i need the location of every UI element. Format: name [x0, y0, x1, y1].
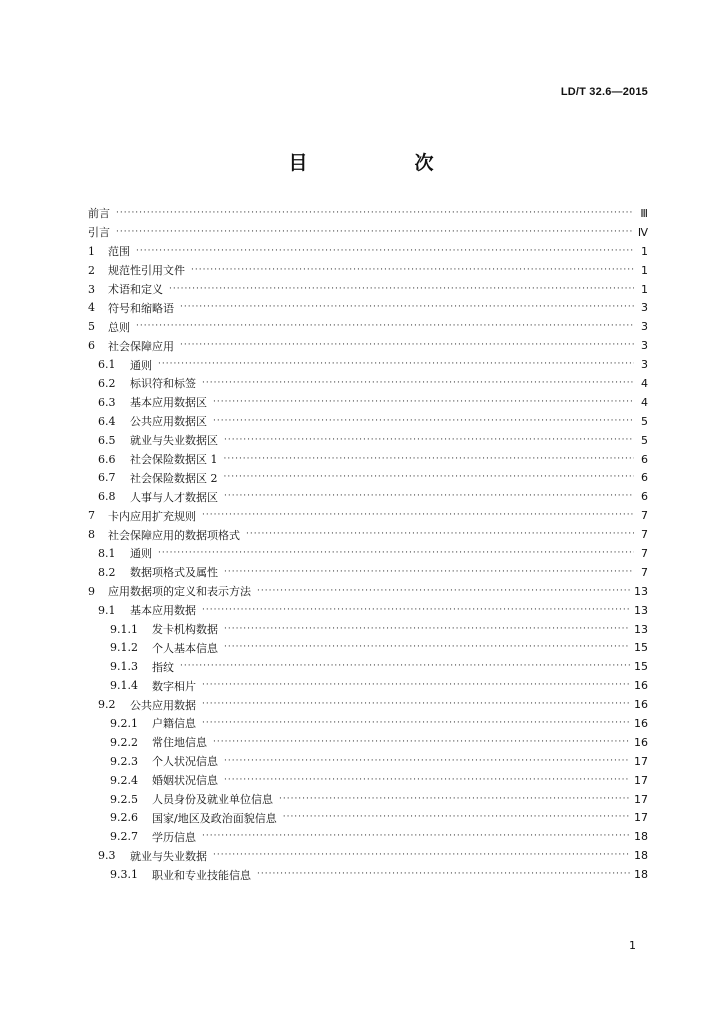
toc-entry-title: 就业与失业数据区 — [130, 434, 218, 448]
toc-entry-page: 16 — [634, 716, 648, 730]
toc-entry-number: 9.2 — [98, 698, 116, 712]
toc-entry-page: 13 — [634, 622, 648, 636]
toc-entry-title: 个人状况信息 — [152, 755, 218, 769]
toc-entry-page: 1 — [641, 244, 648, 258]
toc-entry-page: 7 — [641, 509, 648, 523]
toc-entry-title: 社会保险数据区 2 — [130, 471, 218, 485]
table-of-contents — [88, 204, 648, 884]
toc-entry-number: 6.4 — [98, 414, 116, 428]
toc-entry-page: 7 — [641, 565, 648, 579]
toc-entry-page: Ⅳ — [637, 225, 648, 239]
toc-entry-page: 5 — [641, 414, 648, 428]
toc-entry-page: 17 — [634, 773, 648, 787]
toc-leader-dots — [224, 455, 635, 464]
toc-entry-number: 9.2.1 — [110, 716, 138, 730]
toc-leader-dots — [224, 625, 630, 634]
toc-leader-dots — [158, 549, 634, 558]
toc-leader-dots — [224, 776, 630, 785]
toc-leader-dots — [283, 813, 630, 822]
toc-entry-number: 9.2.6 — [110, 811, 138, 825]
toc-leader-dots — [213, 851, 630, 860]
toc-leader-dots — [136, 322, 634, 331]
toc-entry-title: 术语和定义 — [108, 283, 163, 296]
toc-entry-title: 社会保险数据区 1 — [130, 453, 218, 467]
toc-entry[interactable] — [88, 525, 648, 544]
toc-entry-page: 17 — [634, 754, 648, 768]
toc-entry[interactable] — [88, 638, 648, 657]
toc-entry-title: 卡内应用扩充规则 — [108, 509, 196, 523]
toc-leader-dots — [224, 492, 634, 501]
toc-entry-title: 婚姻状况信息 — [152, 774, 218, 788]
toc-entry[interactable] — [88, 298, 648, 317]
toc-entry[interactable] — [88, 506, 648, 525]
toc-entry[interactable] — [88, 790, 648, 809]
toc-leader-dots — [202, 681, 630, 690]
toc-entry[interactable] — [88, 676, 648, 695]
toc-entry-title: 社会保障应用的数据项格式 — [108, 528, 240, 542]
toc-entry-page: 6 — [641, 452, 648, 466]
toc-leader-dots — [213, 398, 634, 407]
toc-entry-page: 7 — [641, 528, 648, 542]
toc-entry-page: 16 — [634, 698, 648, 712]
toc-leader-dots — [136, 247, 634, 256]
toc-leader-dots — [202, 700, 630, 709]
toc-entry-number: 6.3 — [98, 395, 116, 409]
toc-entry[interactable] — [88, 317, 648, 336]
toc-leader-dots — [180, 341, 634, 350]
toc-leader-dots — [202, 511, 634, 520]
toc-leader-dots — [213, 417, 634, 426]
toc-entry[interactable] — [88, 544, 648, 563]
toc-entry[interactable] — [88, 242, 648, 261]
toc-entry-title: 应用数据项的定义和表示方法 — [108, 585, 251, 599]
toc-entry-title: 发卡机构数据 — [152, 623, 218, 637]
toc-entry[interactable] — [88, 336, 648, 355]
toc-entry-title: 职业和专业技能信息 — [152, 868, 251, 882]
toc-entry-number: 3 — [88, 282, 95, 296]
toc-entry-number: 6.8 — [98, 490, 116, 504]
toc-entry-title: 符号和缩略语 — [108, 301, 174, 315]
toc-leader-dots — [224, 568, 634, 577]
toc-entry-title: 数据项格式及属性 — [130, 566, 218, 580]
page-title: 目 次 — [288, 152, 478, 174]
toc-entry-title: 学历信息 — [152, 830, 196, 844]
toc-entry-page: 4 — [641, 376, 648, 390]
toc-entry-number: 7 — [88, 509, 95, 523]
toc-entry-title: 社会保障应用 — [108, 339, 174, 353]
toc-entry[interactable] — [88, 620, 648, 639]
standard-code: LD/T 32.6—2015 — [560, 86, 648, 98]
toc-entry-title: 数字相片 — [152, 679, 196, 693]
toc-entry-page: 5 — [641, 433, 648, 447]
toc-entry-page: 1 — [641, 263, 648, 277]
toc-entry-page: 4 — [641, 395, 648, 409]
toc-entry-page: 18 — [634, 830, 648, 844]
toc-entry[interactable] — [88, 865, 648, 884]
toc-entry-title: 国家/地区及政治面貌信息 — [152, 811, 277, 825]
page-number: 1 — [629, 939, 636, 952]
toc-leader-dots — [257, 587, 630, 596]
toc-entry[interactable] — [88, 355, 648, 374]
toc-leader-dots — [279, 795, 630, 804]
toc-entry-number: 9.3.1 — [110, 868, 138, 882]
toc-entry-number: 9.2.2 — [110, 735, 138, 749]
toc-entry-title: 就业与失业数据 — [130, 849, 207, 863]
toc-entry-number: 9.2.5 — [110, 792, 138, 806]
toc-entry-number: 9.1.1 — [110, 622, 138, 636]
toc-entry-page: 17 — [634, 792, 648, 806]
toc-entry-title: 常住地信息 — [152, 736, 207, 750]
toc-entry-number: 9.1 — [98, 603, 116, 617]
toc-entry-number: 9.3 — [98, 849, 116, 863]
toc-entry[interactable] — [88, 261, 648, 280]
toc-entry-page: Ⅲ — [640, 206, 648, 220]
toc-entry-title: 公共应用数据区 — [130, 415, 207, 429]
toc-entry-number: 8.1 — [98, 546, 116, 560]
toc-leader-dots — [246, 530, 634, 539]
toc-entry-number: 2 — [88, 263, 95, 277]
toc-entry-number: 6.5 — [98, 433, 116, 447]
toc-leader-dots — [202, 719, 630, 728]
toc-entry[interactable] — [88, 280, 648, 299]
toc-entry-page: 18 — [634, 868, 648, 882]
toc-entry[interactable] — [88, 809, 648, 828]
toc-entry-number: 9.1.4 — [110, 679, 138, 693]
toc-entry-title: 通则 — [130, 547, 152, 561]
toc-entry-page: 13 — [634, 603, 648, 617]
toc-entry-page: 6 — [641, 490, 648, 504]
toc-entry[interactable] — [88, 601, 648, 620]
toc-entry-page: 1 — [641, 282, 648, 296]
toc-entry-title: 户籍信息 — [152, 717, 196, 731]
toc-entry[interactable] — [88, 582, 648, 601]
toc-entry[interactable] — [88, 752, 648, 771]
toc-entry-title: 个人基本信息 — [152, 641, 218, 655]
toc-entry-number: 9.1.2 — [110, 641, 138, 655]
toc-entry-title: 引言 — [88, 226, 110, 240]
toc-entry-number: 9 — [88, 584, 95, 598]
toc-entry[interactable] — [88, 714, 648, 733]
toc-leader-dots — [224, 473, 635, 482]
toc-entry-number: 6.1 — [98, 358, 116, 372]
toc-entry-page: 3 — [641, 301, 648, 315]
toc-entry-page: 16 — [634, 679, 648, 693]
toc-entry-page: 3 — [641, 358, 648, 372]
toc-entry-number: 9.2.3 — [110, 754, 138, 768]
toc-entry-page: 15 — [634, 641, 648, 655]
toc-leader-dots — [116, 209, 634, 218]
toc-entry[interactable] — [88, 412, 648, 431]
toc-entry-title: 公共应用数据 — [130, 698, 196, 712]
toc-leader-dots — [224, 436, 634, 445]
toc-entry-title: 标识符和标签 — [130, 377, 196, 391]
toc-entry[interactable] — [88, 563, 648, 582]
toc-entry-number: 9.2.7 — [110, 830, 138, 844]
toc-entry-number: 6.7 — [98, 471, 116, 485]
toc-entry[interactable] — [88, 846, 648, 865]
toc-entry-number: 6.2 — [98, 376, 116, 390]
toc-entry-number: 4 — [88, 301, 95, 315]
toc-entry-title: 指纹 — [152, 660, 174, 674]
toc-entry-page: 13 — [634, 584, 648, 598]
toc-leader-dots — [202, 832, 630, 841]
toc-entry-page: 15 — [634, 660, 648, 674]
toc-leader-dots — [224, 643, 630, 652]
toc-entry-number: 6.6 — [98, 452, 116, 466]
toc-leader-dots — [202, 606, 630, 615]
toc-entry[interactable] — [88, 431, 648, 450]
toc-entry-title: 人员身份及就业单位信息 — [152, 793, 273, 807]
toc-entry-number: 8.2 — [98, 565, 116, 579]
toc-entry-number: 8 — [88, 528, 95, 542]
toc-entry-title: 通则 — [130, 358, 152, 372]
toc-entry-title: 前言 — [88, 207, 110, 221]
toc-entry[interactable] — [88, 468, 648, 487]
toc-leader-dots — [180, 303, 634, 312]
toc-entry[interactable] — [88, 657, 648, 676]
toc-entry[interactable] — [88, 487, 648, 506]
toc-entry[interactable] — [88, 733, 648, 752]
toc-entry[interactable] — [88, 695, 648, 714]
toc-entry-number: 5 — [88, 320, 95, 334]
toc-entry-number: 9.1.3 — [110, 660, 138, 674]
toc-leader-dots — [191, 266, 634, 275]
toc-entry-title: 基本应用数据区 — [130, 396, 207, 410]
toc-entry[interactable] — [88, 374, 648, 393]
toc-entry-page: 3 — [641, 320, 648, 334]
toc-leader-dots — [180, 662, 630, 671]
toc-entry-number: 9.2.4 — [110, 773, 138, 787]
toc-leader-dots — [224, 757, 630, 766]
toc-entry[interactable] — [88, 827, 648, 846]
toc-entry-page: 16 — [634, 735, 648, 749]
toc-entry[interactable] — [88, 450, 648, 469]
toc-entry-page: 3 — [641, 339, 648, 353]
toc-leader-dots — [213, 738, 630, 747]
toc-leader-dots — [116, 228, 634, 237]
toc-leader-dots — [257, 870, 630, 879]
toc-entry-page: 17 — [634, 811, 648, 825]
toc-entry[interactable] — [88, 393, 648, 412]
toc-entry-number: 6 — [88, 339, 95, 353]
toc-entry-title: 人事与人才数据区 — [130, 490, 218, 504]
toc-leader-dots — [202, 379, 634, 388]
toc-entry[interactable] — [88, 771, 648, 790]
toc-entry-title: 基本应用数据 — [130, 604, 196, 618]
toc-entry-title: 总则 — [108, 320, 130, 334]
toc-entry[interactable] — [88, 204, 648, 223]
toc-entry[interactable] — [88, 223, 648, 242]
toc-entry-page: 6 — [641, 471, 648, 485]
toc-leader-dots — [169, 285, 634, 294]
toc-leader-dots — [158, 360, 634, 369]
toc-entry-number: 1 — [88, 244, 95, 258]
toc-entry-title: 规范性引用文件 — [108, 264, 185, 278]
toc-entry-title: 范围 — [108, 245, 130, 259]
toc-entry-page: 7 — [641, 546, 648, 560]
toc-entry-page: 18 — [634, 849, 648, 863]
